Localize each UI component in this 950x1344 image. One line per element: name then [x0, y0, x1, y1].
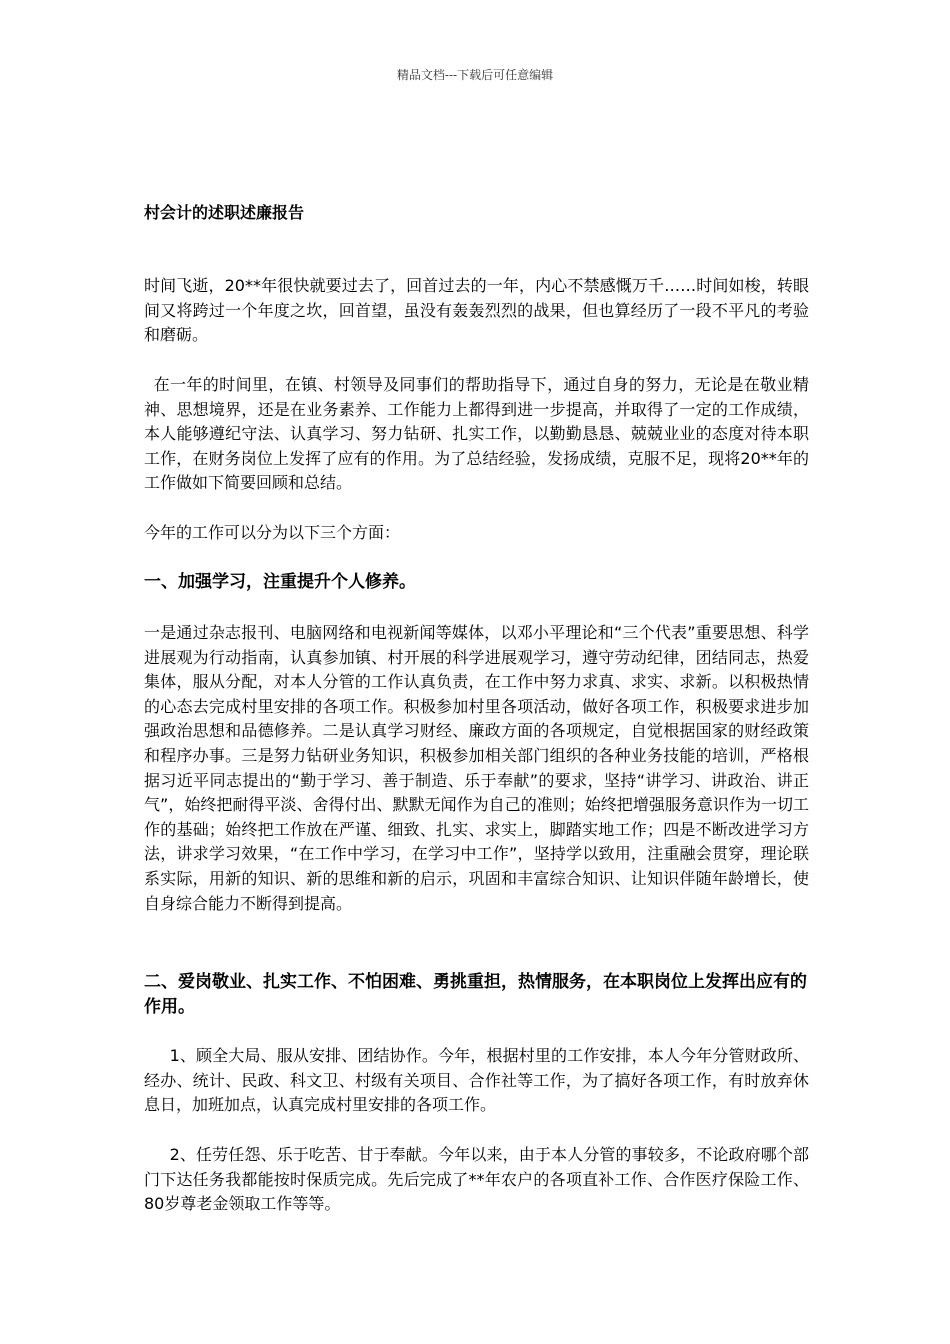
- paragraph-section-1: 一是通过杂志报刊、电脑网络和电视新闻等媒体，以邓小平理论和“三个代表”重要思想、科学进展观为行动指南，认真参加镇、村开展的科学进展观学习，遵守劳动纪律，团结同志，热爱集体，服从分配，对本人分管的工作认真负责，在工作中努力求真、求实、求新。以积极热情的心态去完成村里安排的各项工作。积极参加村里各项活动，做好各项工作，积极要求进步加强政治思想和品德修养。二是认真学习财经、廉政方面的各项规定，自觉根据国家的财经政策和程序办事。三是努力钻研业务知识，积极参加相关部门组织的各种业务技能的培训，严格根据习近平同志提出的“勤于学习、善于制造、乐于奉献”的要求，坚持“讲学习、讲政治、讲正气”，始终把耐得平淡、舍得付出、默默无闻作为自己的准则；始终把增强服务意识作为一切工作的基础；始终把工作放在严谨、细致、扎实、求实上，脚踏实地工作；四是不断改进学习方法，讲求学习效果，“在工作中学习，在学习中工作”，坚持学以致用，注重融会贯穿，理论联系实际，用新的知识、新的思维和新的启示，巩固和丰富综合知识、让知识伴随年龄增长，使自身综合能力不断得到提高。: [144, 623, 809, 913]
- paragraph-item-1: 1、顾全大局、服从安排、团结协作。今年，根据村里的工作安排，本人今年分管财政所、经办、统计、民政、科文卫、村级有关项目、合作社等工作，为了搞好各项工作，有时放弃休息日，加班加点，认真完成村里安排的各项工作。: [144, 1046, 809, 1115]
- section-heading-1: 一、加强学习，注重提升个人修养。: [144, 572, 416, 592]
- paragraph-item-2: 2、任劳任怨、乐于吃苦、甘于奉献。今年以来，由于本人分管的事较多，不论政府哪个部门下达任务我都能按时保质完成。先后完成了**年农户的各项直补工作、合作医疗保险工作、80岁尊老金领取工作等等。: [144, 1145, 809, 1214]
- section-heading-2: 二、爱岗敬业、扎实工作、不怕困难、勇挑重担，热情服务，在本职岗位上发挥出应有的作用。: [144, 972, 807, 1017]
- paragraph-intro: 时间飞逝，20**年很快就要过去了，回首过去的一年，内心不禁感慨万千……时间如梭，转眼间又将跨过一个年度之坎，回首望，虽没有轰轰烈烈的战果，但也算经历了一段不平凡的考验和磨砺。: [144, 276, 809, 345]
- paragraph-summary: 在一年的时间里，在镇、村领导及同事们的帮助指导下，通过自身的努力，无论是在敬业精神、思想境界，还是在业务素养、工作能力上都得到进一步提高，并取得了一定的工作成绩，本人能够遵纪守法、认真学习、努力钻研、扎实工作，以勤勤恳恳、兢兢业业的态度对待本职工作，在财务岗位上发挥了应有的作用。为了总结经验，发扬成绩，克服不足，现将20**年的工作做如下简要回顾和总结。: [144, 375, 809, 493]
- header-note: 精品文档---下载后可任意编辑: [396, 68, 554, 82]
- paragraph-overview: 今年的工作可以分为以下三个方面：: [144, 523, 401, 542]
- document-title: 村会计的述职述廉报告: [144, 203, 305, 222]
